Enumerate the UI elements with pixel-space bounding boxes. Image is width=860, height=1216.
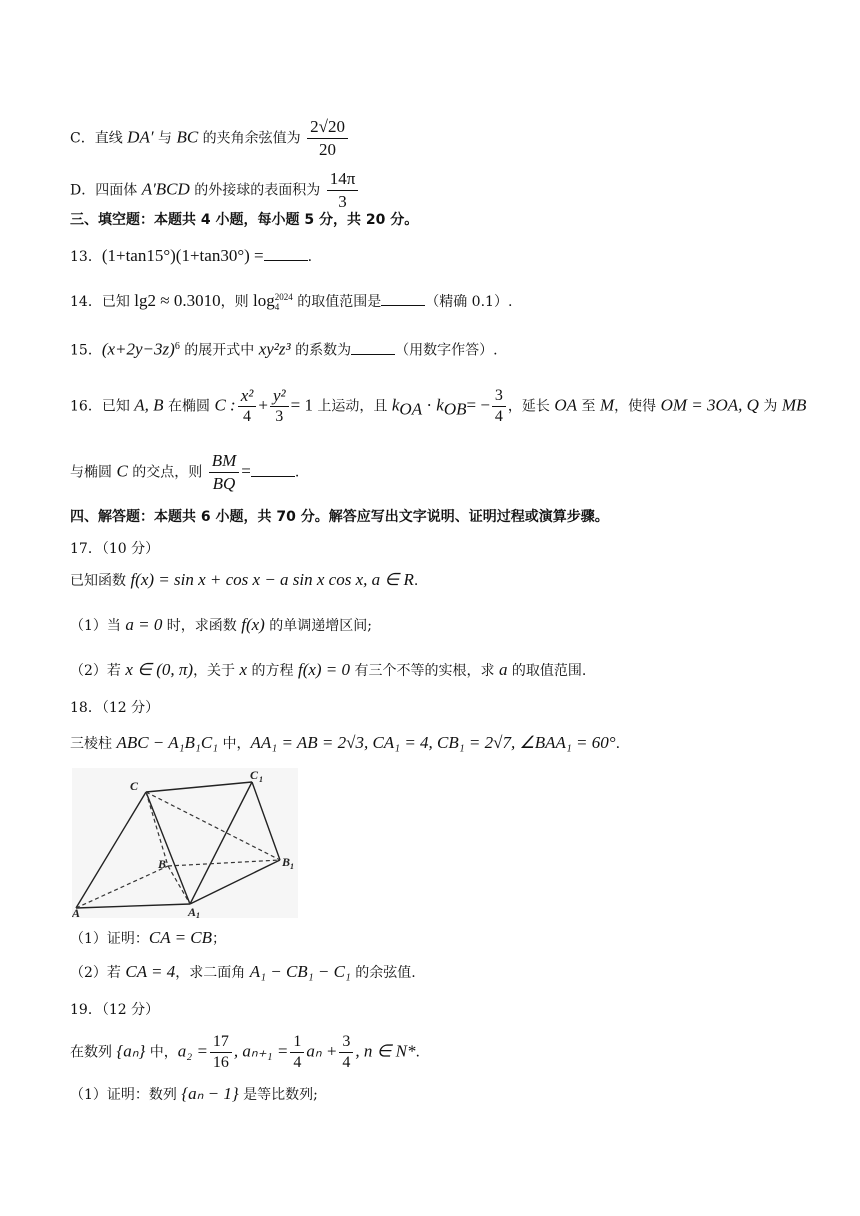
label-c1-sub: 1 — [259, 775, 263, 784]
q18-part1-end: ； — [212, 931, 227, 947]
option-c — [70, 116, 350, 161]
q16-line2-mid: 的交点，则 — [127, 464, 207, 481]
q14-log-sup: 2024 — [274, 292, 293, 302]
q16-bm: BM — [209, 450, 240, 473]
q18-stem-prism: ABC − A₁B₁C₁ — [116, 733, 219, 752]
q19-part-1 — [70, 1084, 318, 1105]
q18-stem — [70, 733, 620, 754]
q16-c2: C — [116, 461, 128, 481]
prism-figure — [72, 768, 298, 918]
option-d-var1: A′BCD — [141, 179, 190, 199]
q14-mid: ，则 — [220, 294, 254, 310]
q16-mb: MB — [781, 395, 807, 415]
q19-part1-seq: {aₙ − 1} — [181, 1084, 239, 1103]
q18-part2-expr: CA = 4 — [125, 962, 176, 981]
q14-tail: （精确 0.1）. — [425, 294, 513, 310]
option-c-denominator: 20 — [319, 140, 337, 159]
q14-expression: lg2 ≈ 0.3010 — [134, 291, 221, 310]
q17-part2-xv: x — [239, 660, 248, 679]
q15-exponent: 6 — [174, 341, 180, 352]
q18-stem-prefix: 三棱柱 — [70, 736, 117, 752]
q16-frac-x-den: 4 — [243, 408, 252, 425]
q19-frac-17-16 — [210, 1032, 232, 1073]
q19-frac-16: 16 — [212, 1054, 229, 1071]
question-15 — [70, 337, 498, 361]
edge-cb-dashed — [146, 792, 168, 866]
q16-frac-y — [270, 386, 289, 427]
q16-end: . — [294, 464, 300, 481]
q14-number: 14． — [70, 294, 102, 310]
question-13 — [70, 246, 312, 267]
q19-stem-end: . — [415, 1044, 420, 1061]
q18-stem-expr: AA₁ = AB = 2√3, CA₁ = 4, CB₁ = 2√7, ∠BAA₁ = 60° — [250, 733, 616, 752]
q15-term: xy²z³ — [258, 339, 291, 359]
edge-c1b1 — [252, 782, 280, 860]
option-c-prefix: C．直线 — [70, 130, 128, 147]
q19-part1-prefix: （1）证明：数列 — [70, 1087, 182, 1103]
q17-part-2 — [70, 660, 586, 681]
option-c-var2: BC — [176, 127, 199, 147]
q17-part2-mid: ，关于 — [193, 663, 240, 679]
q15-mid: 的展开式中 — [179, 342, 259, 359]
label-a: A — [72, 906, 81, 918]
q19-frac-3-4 — [339, 1032, 353, 1073]
label-c: C — [130, 779, 139, 793]
edge-bb1-dashed — [168, 860, 280, 866]
edge-ca — [76, 792, 146, 908]
q18-part-2 — [70, 962, 416, 983]
q17-part2-a: a — [498, 660, 508, 679]
q16-k2-sub: OB — [443, 399, 467, 419]
q15-tail: （用数字作答）. — [395, 342, 498, 359]
option-d-prefix: D．四面体 — [70, 182, 142, 199]
label-b1-sub: 1 — [290, 862, 294, 871]
q18-number: 18．（12 分） — [70, 700, 160, 716]
q17-stem-end: . — [413, 573, 419, 589]
q19-frac-1-4 — [290, 1032, 304, 1073]
q16-text-2: 在椭圆 — [163, 398, 215, 415]
q16-m: M — [599, 395, 615, 415]
q19-frac-4b: 4 — [342, 1054, 351, 1071]
q16-k2: k — [436, 395, 444, 415]
prism-diagram — [72, 768, 298, 918]
label-b1: B — [282, 855, 291, 869]
q15-suffix: 的系数为 — [290, 342, 352, 359]
q18-part2-angle: A₁ − CB₁ − C₁ — [249, 962, 351, 981]
question-16-line-1: 16．已知 A, B 在椭圆 C : $\frac{\text{x²}}{4}$ + $\frac{\text{y²}}{3}$ = 1 上运动，且 $k_{OA} \cdot k_{OB}=$ − $\frac{3}{4}$ ，延长 OA 至 M，使得 OM = 3OA, Q 为 MB — [70, 386, 807, 425]
q16-points-ab: A, B — [134, 395, 164, 415]
q15-number: 15． — [70, 342, 102, 359]
q13-expression: (1+tan15°)(1+tan30°) = — [101, 246, 264, 265]
q16-frac-y-num: y² — [270, 386, 289, 407]
q14-blank — [381, 293, 425, 306]
q13-end: . — [307, 249, 313, 265]
q16-frac-x-num: x² — [238, 386, 257, 407]
q18-part1-expr: CA = CB — [148, 928, 213, 947]
option-c-var1: DA′ — [127, 127, 154, 147]
q16-k1-sub: OA — [399, 399, 423, 419]
q19-nset: , n ∈ N* — [355, 1041, 416, 1061]
q16-frac-x — [238, 386, 257, 427]
q16-bq: BQ — [212, 474, 236, 493]
q16-frac-bm-bq — [209, 450, 240, 495]
edge-c1a1 — [190, 782, 252, 904]
q15-blank — [351, 342, 395, 355]
q19-stem-prefix: 在数列 — [70, 1044, 117, 1061]
q16-frac-34-num: 3 — [492, 386, 506, 407]
q17-part2-mid2: 的方程 — [247, 663, 298, 679]
option-c-mid: 与 — [153, 130, 177, 147]
q16-eq2: = − — [466, 395, 490, 415]
q15-expression: (x+2y−3z) — [101, 339, 175, 359]
q19-a2: a₂ = — [177, 1041, 208, 1061]
option-c-numerator: 2√20 — [307, 116, 348, 139]
q17-part2-suffix: 的取值范围. — [507, 663, 587, 679]
q14-log-scripts — [275, 292, 293, 312]
option-d — [70, 168, 360, 213]
q17-stem — [70, 570, 418, 591]
q19-stem-mid: 中， — [145, 1044, 178, 1061]
q19-stem — [70, 1032, 420, 1073]
edge-a1b1 — [190, 860, 280, 904]
q18-stem-mid: 中， — [218, 736, 251, 752]
q19-stem-seq: {aₙ} — [116, 1041, 146, 1061]
q17-stem-prefix: 已知函数 — [70, 573, 131, 589]
q17-part1-suffix: 的单调递增区间; — [264, 618, 373, 634]
q16-frac-y-den: 3 — [275, 408, 284, 425]
q18-stem-end: . — [615, 736, 621, 752]
option-c-suffix: 的夹角余弦值为 — [198, 130, 306, 147]
label-c1: C — [250, 768, 259, 782]
q18-part2-prefix: （2）若 — [70, 965, 126, 981]
option-d-denominator: 3 — [338, 192, 347, 211]
q16-text-4: ，延长 — [507, 398, 555, 415]
q18-part2-suffix: 的余弦值. — [350, 965, 416, 981]
question-16-line-2 — [70, 450, 299, 495]
q19-recurrence: , aₙ₊₁ = — [233, 1041, 289, 1061]
q16-text-3: 上运动，且 — [312, 398, 392, 415]
q13-blank — [264, 248, 308, 261]
q16-text-5: 至 — [577, 398, 600, 415]
q14-prefix: 已知 — [101, 294, 135, 310]
q17-part1-f: f(x) — [241, 615, 265, 634]
question-14 — [70, 291, 512, 312]
option-d-fraction — [327, 168, 359, 213]
q16-eq1: = 1 — [290, 395, 313, 415]
q16-line2-prefix: 与椭圆 — [70, 464, 117, 481]
q19-an: aₙ + — [306, 1041, 338, 1061]
q17-number: 17．（10 分） — [70, 541, 160, 557]
q17-part2-eq: f(x) = 0 — [297, 660, 351, 679]
option-d-suffix: 的外接球的表面积为 — [189, 182, 325, 199]
q16-text-7: 为 — [758, 398, 782, 415]
q16-text-1: 已知 — [101, 398, 135, 415]
q16-text-6: ，使得 — [614, 398, 661, 415]
label-a1: A — [188, 905, 197, 918]
q18-part2-mid: ，求二面角 — [175, 965, 250, 981]
q16-om: OM = 3OA, Q — [660, 395, 759, 415]
option-c-fraction — [307, 116, 348, 161]
q18-part1-prefix: （1）证明： — [70, 931, 149, 947]
q16-k1: k — [391, 395, 400, 415]
label-b: B — [158, 857, 167, 871]
edge-ab-dashed — [76, 866, 168, 908]
label-a1-sub: 1 — [196, 911, 200, 918]
q16-blank — [251, 464, 295, 477]
q17-stem-expr: f(x) = sin x + cos x − a sin x cos x, a ∈ R — [130, 570, 414, 589]
q18-part-1 — [70, 928, 226, 949]
q19-frac-17: 17 — [210, 1032, 232, 1053]
edge-cc1 — [146, 782, 252, 792]
q19-frac-3: 3 — [339, 1032, 353, 1053]
edge-aa1 — [76, 904, 190, 908]
q17-part-1 — [70, 615, 372, 636]
q16-eq3: = — [241, 461, 251, 481]
q14-log: log — [253, 291, 275, 310]
q16-ellipse-c: C : — [214, 395, 236, 415]
q13-number: 13． — [70, 249, 102, 265]
option-d-numerator: 14π — [327, 168, 359, 191]
section-4-heading: 四、解答题：本题共 6 小题，共 70 分。解答应写出文字说明、证明过程或演算步骤。 — [70, 509, 609, 525]
q17-part2-prefix: （2）若 — [70, 663, 126, 679]
q16-frac-34-den: 4 — [494, 408, 503, 425]
q16-number: 16． — [70, 398, 102, 415]
q19-frac-4: 4 — [293, 1054, 302, 1071]
edge-ba1-dashed — [168, 866, 190, 904]
q14-log-base: 4 — [274, 302, 280, 312]
q19-number: 19．（12 分） — [70, 1002, 160, 1018]
q17-part1-mid: 时，求函数 — [162, 618, 242, 634]
q14-suffix: 的取值范围是 — [292, 294, 382, 310]
q16-oa: OA — [554, 395, 578, 415]
q19-part1-suffix: 是等比数列; — [238, 1087, 318, 1103]
q17-part2-mid3: 有三个不等的实根，求 — [350, 663, 499, 679]
section-3-heading: 三、填空题：本题共 4 小题，每小题 5 分，共 20 分。 — [70, 212, 419, 228]
q19-frac-1: 1 — [290, 1032, 304, 1053]
q17-part1-prefix: （1）当 — [70, 618, 126, 634]
q17-part1-a: a = 0 — [125, 615, 163, 634]
q17-part2-x: x ∈ (0, π) — [125, 660, 194, 679]
q16-frac-34 — [492, 386, 506, 427]
edge-ca1 — [146, 792, 190, 904]
